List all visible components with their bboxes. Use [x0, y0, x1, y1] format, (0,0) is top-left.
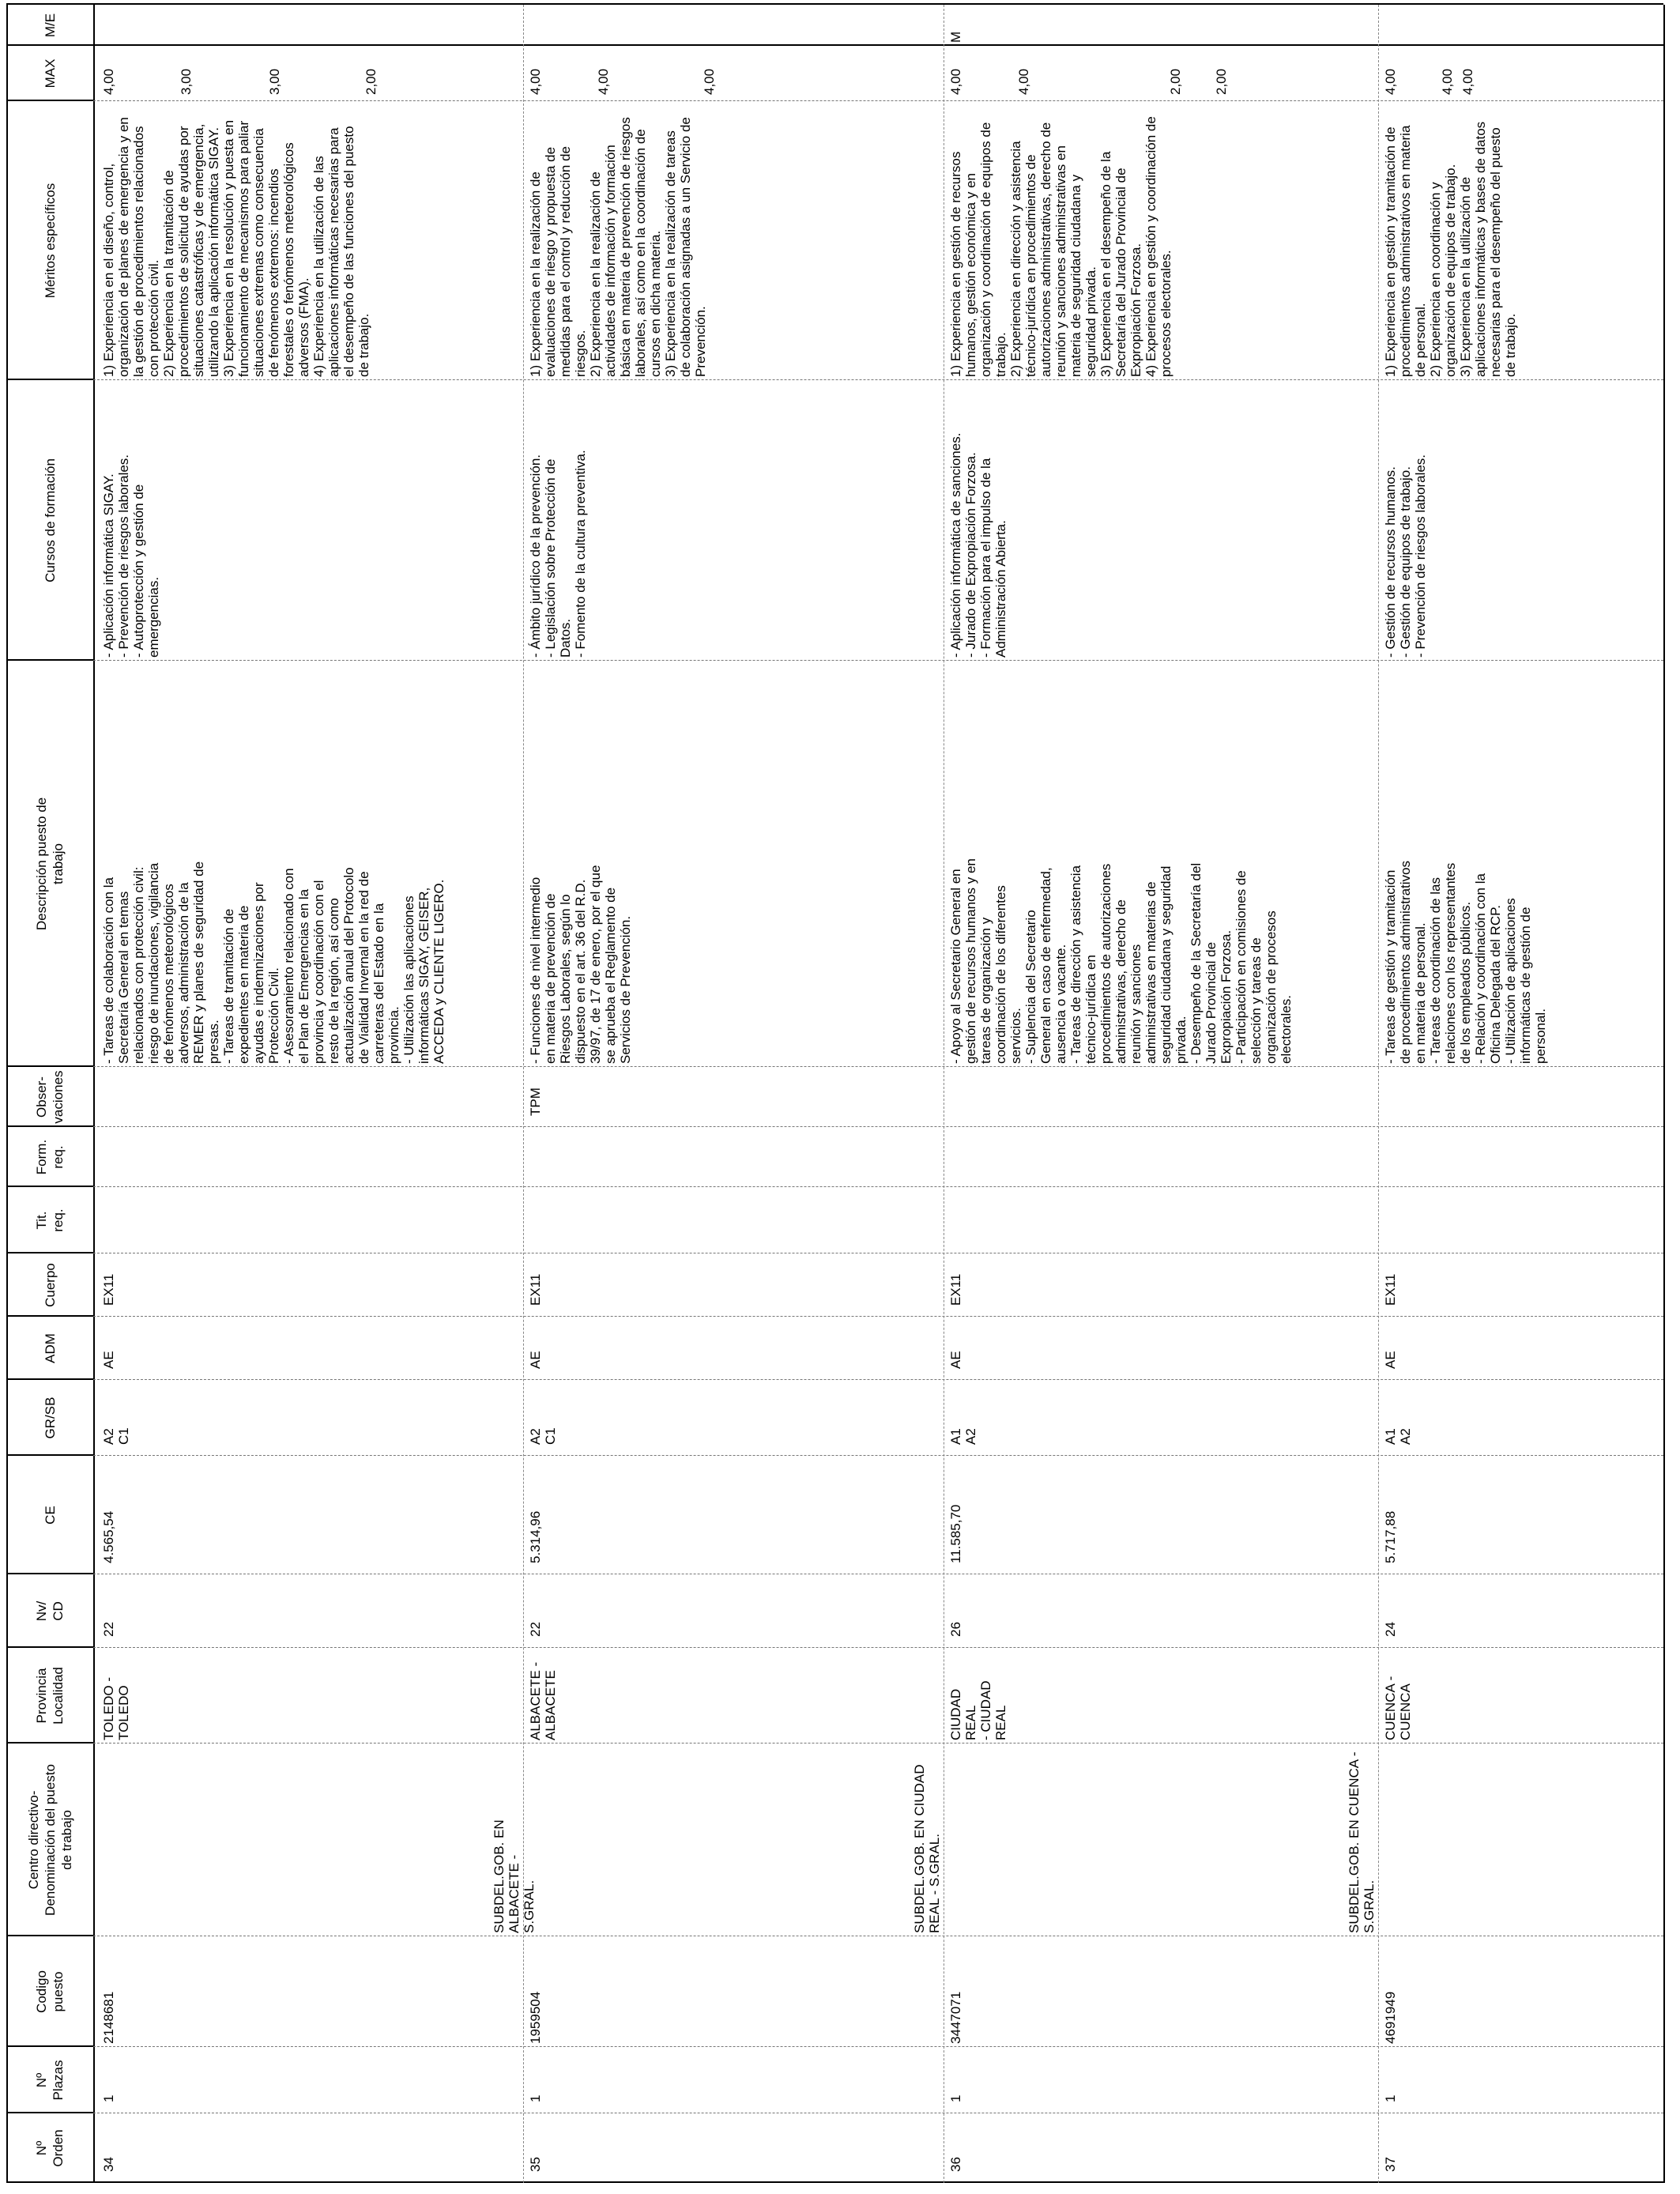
- cell-grupo: A2 C1: [101, 1427, 131, 1445]
- cell-orden: 37: [1383, 2157, 1398, 2172]
- cell-centro-subdel: SUBDEL.GOB. EN ALBACETE - S.GRAL.: [492, 1819, 537, 1933]
- cell-cursos: - Gestión de recursos humanos. - Gestión de equipos de trabajo. - Prevención de riesgos laborales.: [1383, 454, 1428, 658]
- column-divider-dashed: [93, 1743, 1663, 1744]
- column-header-text: puesto: [51, 1971, 66, 2012]
- cell-cuerpo: EX11: [948, 1273, 963, 1306]
- column-header-text: MAX: [42, 58, 58, 89]
- column-header-ce: [6, 1456, 93, 1574]
- column-divider-dashed: [93, 1126, 1663, 1127]
- max-value: 4,00: [948, 68, 963, 95]
- column-header-text: CE: [42, 1506, 58, 1525]
- cell-plazas: 1: [948, 2094, 963, 2102]
- column-header-max: [6, 46, 93, 101]
- cell-grupo: A2 C1: [528, 1427, 558, 1445]
- cell-ce: 5.314,96: [528, 1510, 543, 1563]
- column-header-text: Descripción puesto de: [34, 797, 49, 931]
- row-divider: [523, 5, 524, 2183]
- cell-plazas: 1: [528, 2094, 543, 2102]
- cell-adm: AE: [948, 1351, 963, 1369]
- cell-cursos: - Aplicación informática de sanciones. - Jurado de Expropiación Forzosa. - Formación para el impulso de la Administración Abierta.: [948, 432, 1008, 658]
- max-value: 4,00: [702, 68, 717, 95]
- row-divider: [1378, 5, 1379, 2183]
- column-header-text: Nv/: [34, 1600, 49, 1622]
- column-header-text: Tit.: [34, 1211, 49, 1230]
- cell-meritos: 1) Experiencia en gestión de recursos humanos, gestión económica y en organización y coordinación de equipos de trabajo. 2) Experiencia en dirección y asistencia técnico-jurídica en procedimientos de autorizaciones administrativas, derecho de reunión y sanciones administrativas en materia de seguridad ciudadana y seguridad privada. 3) Experiencia en el desempeño de la Secretaría del Jurado Provincial de Expropiación Forzosa. 4) Experiencia en gestión y coordinación de procesos electorales.: [948, 116, 1173, 377]
- column-header-text: Nº: [34, 2140, 49, 2156]
- cell-titulacion: [101, 1190, 520, 1250]
- cell-observaciones: TPM: [528, 1088, 543, 1116]
- cell-cursos: - Ámbito jurídico de la prevención. - Legislación sobre Protección de Datos. - Fomento de la cultura preventiva.: [528, 450, 588, 658]
- column-header-observaciones: [6, 1067, 93, 1127]
- cell-adm: AE: [528, 1351, 543, 1369]
- max-value: 4,00: [1460, 68, 1475, 95]
- max-value: 2,00: [1168, 68, 1183, 95]
- column-header-text: de trabajo: [58, 1810, 74, 1870]
- cell-centro-subdel: SUBDEL.GOB. EN CIUDAD REAL - S.GRAL.: [912, 1764, 942, 1933]
- column-header-meritos: [6, 101, 93, 380]
- cell-ce: 5.717,88: [1383, 1510, 1398, 1563]
- column-header-text: Centro directivo-: [25, 1790, 41, 1890]
- column-header-cuerpo: [6, 1253, 93, 1317]
- column-header-text: ADM: [42, 1333, 58, 1363]
- column-header-nivel: [6, 1574, 93, 1648]
- cell-descripcion: - Apoyo al Secretario General en gestión de recursos humanos y en tareas de organización y coordinación de los diferentes servicios. - Suplencia del Secretario General en caso de enfermedad, ausencia o vacante. - Tareas de dirección y asistencia técnico-jurídica en procedimientos de autorizaciones administrativas, derecho de reunión y sanciones administrativas en materias de seguridad ciudadana y seguridad privada. - Desempeño de la Secretaría del Jurado Provincial de Expropiación Forzosa. - Participación en comisiones de selección y tareas de organización de procesos electorales.: [948, 858, 1294, 1064]
- cell-orden: 35: [528, 2157, 543, 2172]
- cell-meritos: 1) Experiencia en la realización de evaluaciones de riesgo y propuesta de medidas para el control y reducción de riesgos. 2) Experiencia en la realización de actividades de información y formación básica en materia de prevención de riesgos laborales, así como en la coordinación de cursos en dicha materia. 3) Experiencia en la realización de tareas de colaboración asignadas a un Servicio de Prevención.: [528, 117, 708, 377]
- max-value: 4,00: [528, 68, 543, 95]
- cell-me: [528, 8, 940, 43]
- column-header-formacion: [6, 1127, 93, 1187]
- column-header-provincia: [6, 1648, 93, 1744]
- column-header-text: Obser-: [34, 1076, 49, 1118]
- column-header-text: Cursos de formación: [42, 458, 58, 582]
- cell-formacion: [528, 1130, 940, 1184]
- cell-formacion: [101, 1130, 520, 1184]
- cell-cuerpo: EX11: [528, 1273, 543, 1306]
- cell-adm: AE: [1383, 1351, 1398, 1369]
- cell-codigo: 1959504: [528, 1991, 543, 2044]
- column-header-text: Nº: [34, 2072, 49, 2088]
- cell-nivel: 22: [101, 1622, 116, 1637]
- column-header-orden: [6, 2113, 93, 2183]
- max-value: 4,00: [1016, 68, 1031, 95]
- cell-titulacion: [948, 1190, 1375, 1250]
- cell-centro-subdel: SUBDEL.GOB. EN CUENCA - S.GRAL.: [1347, 1751, 1377, 1933]
- column-header-cursos: [6, 380, 93, 661]
- cell-cuerpo: EX11: [1383, 1273, 1398, 1306]
- column-header-text: Form.: [34, 1139, 49, 1175]
- cell-formacion: [1383, 1130, 1660, 1184]
- cell-me: [101, 8, 520, 43]
- max-value: 3,00: [267, 68, 282, 95]
- column-header-text: Plazas: [51, 2060, 66, 2101]
- column-header-codigo: [6, 1936, 93, 2047]
- column-divider-dashed: [93, 1647, 1663, 1648]
- cell-provincia: ALBACETE - ALBACETE: [528, 1661, 558, 1740]
- max-value: 4,00: [596, 68, 611, 95]
- column-header-adm: [6, 1317, 93, 1380]
- column-header-text: Orden: [51, 2129, 66, 2167]
- cell-nivel: 24: [1383, 1622, 1398, 1637]
- cell-formacion: [948, 1130, 1375, 1184]
- column-divider-dashed: [93, 660, 1663, 661]
- max-value: 2,00: [1214, 68, 1229, 95]
- max-value: 2,00: [363, 68, 379, 95]
- cell-descripcion: - Tareas de colaboración con la Secretaría General en temas relacionados con protección civil: riesgo de inundaciones, vigilancia de fenómenos meteorológicos adversos, administración de la REMER y planes de seguridad de presas. - Tareas de tramitación de expedientes en materia de ayudas e indemnizaciones por Protección Civil. - Asesoramiento relacionado con el Plan de Emergencias en la provincia y coordinación con el resto de la región, así como actualización anual del Protocolo de Vialidad Invernal en la red de carreteras del Estado en la provincia. - Utilización las aplicaciones informáticas SIGAY, GEISER, ACCEDA y CLIENTE LIGERO.: [101, 861, 446, 1064]
- cell-provincia: CUENCA - CUENCA: [1383, 1676, 1413, 1740]
- cell-adm: AE: [101, 1351, 116, 1369]
- column-divider-dashed: [93, 379, 1663, 380]
- column-divider-dashed: [93, 100, 1663, 101]
- cell-codigo: 2148681: [101, 1991, 116, 2044]
- max-value: 4,00: [1383, 68, 1398, 95]
- cell-codigo: 3447071: [948, 1991, 963, 2044]
- cell-meritos: 1) Experiencia en el diseño, control, organización de planes de emergencia y en la gestión de procedimientos relacionados con protección civil. 2) Experiencia en la tramitación de procedimientos de solicitud de ayudas por situaciones catastróficas y de emergencia, utilizando la aplicación informática SIGAY. 3) Experiencia en la resolución y puesta en funcionamiento de mecanismos para paliar situaciones extremas como consecuencia de fenómenos extremos: incendios forestales o fenómenos meteorológicos adversos (FMA). 4) Experiencia en la utilización de las aplicaciones informáticas necesarias para el desempeño de las funciones del puesto de trabajo.: [101, 117, 371, 377]
- cell-me: M: [948, 31, 963, 43]
- column-header-grupo: [6, 1380, 93, 1456]
- column-header-descripcion: [6, 661, 93, 1067]
- cell-titulacion: [1383, 1190, 1660, 1250]
- column-header-plazas: [6, 2047, 93, 2113]
- max-value: 3,00: [179, 68, 194, 95]
- cell-ce: 11.585,70: [948, 1504, 963, 1563]
- column-header-text: Provincia: [34, 1668, 49, 1724]
- column-header-titulacion: [6, 1187, 93, 1253]
- column-divider-dashed: [93, 1186, 1663, 1187]
- cell-provincia: TOLEDO - TOLEDO: [101, 1677, 131, 1740]
- column-header-text: Codigo: [34, 1970, 49, 2013]
- cell-cuerpo: EX11: [101, 1273, 116, 1306]
- cell-grupo: A1 A2: [1383, 1428, 1413, 1445]
- column-header-text: CD: [51, 1601, 66, 1621]
- cell-orden: 36: [948, 2157, 963, 2172]
- column-header-text: Méritos específicos: [42, 183, 58, 299]
- column-header-text: M/E: [42, 13, 58, 38]
- column-header-centro: [6, 1744, 93, 1936]
- cell-observaciones: [1383, 1062, 1660, 1124]
- cell-meritos: 1) Experiencia en gestión y tramitación de procedimientos administrativos en materia de personal. 2) Experiencia en coordinación y organización de equipos de trabajo. 3) Experiencia en la utilización de aplicaciones informáticas y bases de datos necesarias para el desempeño del puesto de trabajo.: [1383, 121, 1518, 377]
- column-header-text: GR/SB: [42, 1397, 58, 1439]
- cell-observaciones: [101, 1062, 520, 1124]
- cell-orden: 34: [101, 2157, 116, 2172]
- column-header-text: trabajo: [51, 843, 66, 884]
- cell-observaciones: [948, 1062, 1375, 1124]
- max-value: 4,00: [101, 68, 116, 95]
- column-rule: [93, 44, 1663, 46]
- cell-me: [1383, 8, 1660, 43]
- cell-plazas: 1: [101, 2094, 116, 2102]
- horizontal-rule: [1663, 5, 1665, 2183]
- column-header-text: req.: [51, 1208, 66, 1232]
- column-rule: [93, 2181, 1663, 2183]
- cell-descripcion: - Tareas de gestión y tramitación de procedimientos administrativos en materia de personal. - Tareas de coordinación de las relaciones con los representantes de los empleados públicos. - Relación y coordinación con la Oficina Delegada del RCP. - Utilización de aplicaciones informáticas de gestión de personal.: [1383, 860, 1548, 1064]
- cell-nivel: 22: [528, 1622, 543, 1637]
- horizontal-rule: [93, 5, 95, 2183]
- cell-titulacion: [528, 1190, 940, 1250]
- column-rule: [93, 3, 1663, 5]
- cell-plazas: 1: [1383, 2094, 1398, 2102]
- column-header-text: Localidad: [51, 1667, 66, 1725]
- cell-cursos: - Aplicación informática SIGAY. - Prevención de riesgos laborales. - Autoprotección y gestión de emergencias.: [101, 454, 161, 658]
- cell-grupo: A1 A2: [948, 1428, 978, 1445]
- max-value: 4,00: [1440, 68, 1455, 95]
- cell-nivel: 26: [948, 1622, 963, 1637]
- column-header-text: Cuerpo: [42, 1263, 58, 1307]
- cell-provincia: CIUDAD REAL - CIUDAD REAL: [948, 1680, 1008, 1740]
- column-header-text: vaciones: [51, 1070, 66, 1124]
- cell-ce: 4.565,54: [101, 1510, 116, 1563]
- column-header-text: req.: [51, 1145, 66, 1169]
- column-header-text: Denominación del puesto: [42, 1764, 58, 1916]
- cell-descripcion: - Funciones de nivel intermedio en materia de prevención de Riesgos Laborales, según lo dispuesto en el art. 36 del R.D. 39/97, de 17 de enero, por el que se aprueba el Reglamento de Servicios de Prevención.: [528, 865, 633, 1064]
- cell-codigo: 4691949: [1383, 1991, 1398, 2044]
- column-header-me: [6, 5, 93, 46]
